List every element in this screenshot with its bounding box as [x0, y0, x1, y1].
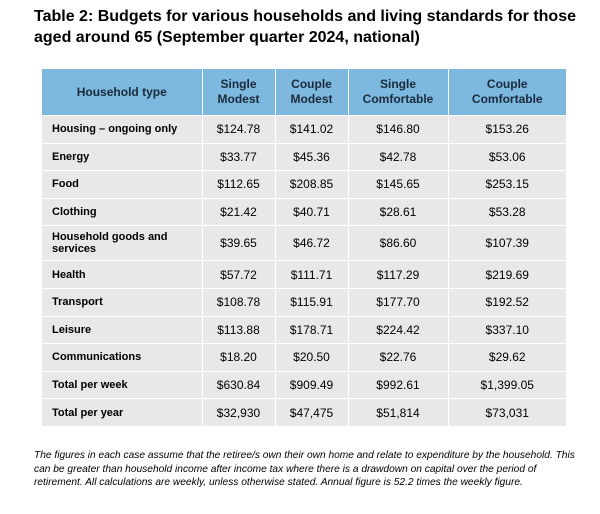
table-row	[42, 288, 566, 316]
cell-value: $992.61	[348, 371, 448, 399]
cell-value: $33.77	[202, 143, 275, 171]
cell-value: $21.42	[202, 198, 275, 226]
row-label: Food	[42, 171, 202, 199]
cell-value: $40.71	[275, 198, 348, 226]
budget-table	[42, 69, 566, 426]
cell-value: $53.06	[448, 143, 566, 171]
cell-value: $53.28	[448, 198, 566, 226]
budget-table-container	[42, 69, 566, 426]
cell-value: $28.61	[348, 198, 448, 226]
table-row	[42, 316, 566, 344]
cell-value: $115.91	[275, 288, 348, 316]
row-label: Total per year	[42, 399, 202, 426]
cell-value: $47,475	[275, 399, 348, 426]
cell-value: $57.72	[202, 261, 275, 289]
cell-value: $909.49	[275, 371, 348, 399]
cell-value: $145.65	[348, 171, 448, 199]
cell-value: $73,031	[448, 399, 566, 426]
row-label: Transport	[42, 288, 202, 316]
cell-value: $117.29	[348, 261, 448, 289]
cell-value: $1,399.05	[448, 371, 566, 399]
table-row	[42, 226, 566, 261]
cell-value: $42.78	[348, 143, 448, 171]
table-row	[42, 344, 566, 372]
header-single-modest: Single Modest	[202, 69, 275, 116]
table-row	[42, 198, 566, 226]
cell-value: $46.72	[275, 226, 348, 261]
cell-value: $111.71	[275, 261, 348, 289]
cell-value: $219.69	[448, 261, 566, 289]
footnote: The figures in each case assume that the retiree/s own their own home and relate to expenditure by the household. This can be greater than household income after income tax where there is a drawdown on capital over the period of retirement. All calculations are weekly, unless otherwise stated. Annual figure is 52.2 times the weekly figure.	[34, 450, 575, 488]
table-row	[42, 143, 566, 171]
cell-value: $113.88	[202, 316, 275, 344]
cell-value: $124.78	[202, 116, 275, 144]
cell-value: $18.20	[202, 344, 275, 372]
row-label: Communications	[42, 344, 202, 372]
row-label: Household goods and services	[42, 226, 202, 261]
cell-value: $32,930	[202, 399, 275, 426]
header-household-type: Household type	[42, 69, 202, 116]
cell-value: $108.78	[202, 288, 275, 316]
cell-value: $253.15	[448, 171, 566, 199]
header-row	[42, 69, 566, 116]
cell-value: $178.71	[275, 316, 348, 344]
cell-value: $29.62	[448, 344, 566, 372]
table-row	[42, 261, 566, 289]
cell-value: $22.76	[348, 344, 448, 372]
cell-value: $20.50	[275, 344, 348, 372]
table-title: Table 2: Budgets for various households and living standards for those aged around 65 (September quarter 2024, national)	[34, 8, 576, 46]
cell-value: $45.36	[275, 143, 348, 171]
cell-value: $153.26	[448, 116, 566, 144]
cell-value: $107.39	[448, 226, 566, 261]
cell-value: $86.60	[348, 226, 448, 261]
cell-value: $51,814	[348, 399, 448, 426]
row-label: Total per week	[42, 371, 202, 399]
table-row	[42, 171, 566, 199]
row-label: Leisure	[42, 316, 202, 344]
cell-value: $177.70	[348, 288, 448, 316]
row-label: Health	[42, 261, 202, 289]
cell-value: $337.10	[448, 316, 566, 344]
cell-value: $208.85	[275, 171, 348, 199]
cell-value: $224.42	[348, 316, 448, 344]
cell-value: $112.65	[202, 171, 275, 199]
row-label: Energy	[42, 143, 202, 171]
header-couple-comfortable: Couple Comfortable	[448, 69, 566, 116]
table-row-total-year	[42, 399, 566, 426]
row-label: Housing – ongoing only	[42, 116, 202, 144]
row-label: Clothing	[42, 198, 202, 226]
cell-value: $39.65	[202, 226, 275, 261]
table-row-total-week	[42, 371, 566, 399]
table-row	[42, 116, 566, 144]
header-single-comfortable: Single Comfortable	[348, 69, 448, 116]
header-couple-modest: Couple Modest	[275, 69, 348, 116]
cell-value: $192.52	[448, 288, 566, 316]
cell-value: $141.02	[275, 116, 348, 144]
cell-value: $630.84	[202, 371, 275, 399]
cell-value: $146.80	[348, 116, 448, 144]
